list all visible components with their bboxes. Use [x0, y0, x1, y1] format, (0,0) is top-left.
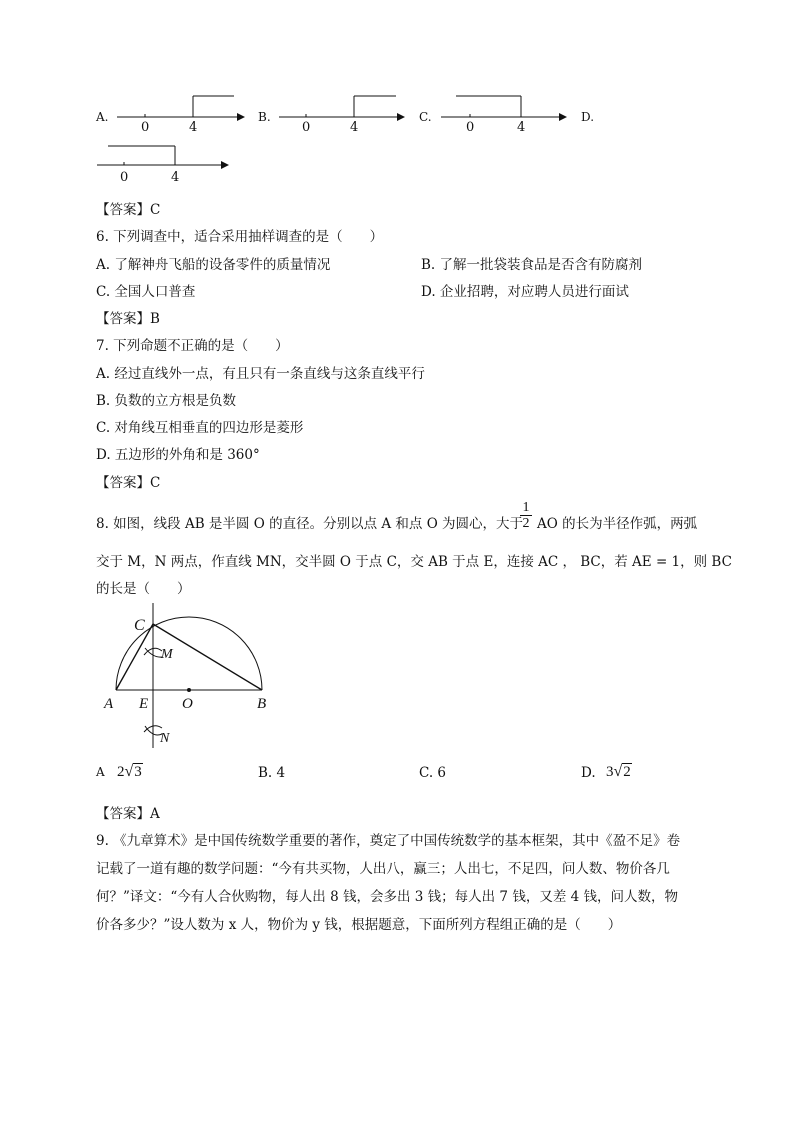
- q7-answer: 【答案】C: [96, 475, 161, 491]
- q6-answer: 【答案】B: [96, 311, 160, 327]
- q5-b-tick-0: 0: [302, 120, 311, 135]
- q8-fraction-denominator: 2: [522, 516, 530, 531]
- q8-a-coefficient: 2: [117, 764, 125, 780]
- q5-number-line-c: [436, 90, 576, 135]
- q8-answer: 【答案】A: [96, 806, 160, 822]
- q8-option-a-value[interactable]: [117, 763, 143, 781]
- q9-line2: 记载了一道有趣的数学问题：“今有共买物，人出八，赢三；人出七，不足四，问人数、物价各几: [96, 861, 670, 877]
- q6-option-a[interactable]: A. 了解神舟飞船的设备零件的质量情况: [96, 257, 331, 273]
- q7-option-d[interactable]: D. 五边形的外角和是 360°: [96, 447, 260, 463]
- sqrt-icon: √: [613, 763, 623, 780]
- q8-stem-part1: 8. 如图，线段 AB 是半圆 O 的直径。分别以点 A 和点 O 为圆心，大于: [96, 516, 524, 532]
- q9-line4: 价各多少？”设人数为 x 人，物价为 y 钱，根据题意，下面所列方程组正确的是（ ）: [96, 917, 622, 933]
- q5-c-tick-4: 4: [517, 120, 526, 135]
- q5-b-tick-4: 4: [350, 120, 359, 135]
- q8-stem-line2: 交于 M，N 两点，作直线 MN，交半圆 O 于点 C，交 AB 于点 E，连接 AC ， BC，若 AE = 1，则 BC: [96, 554, 732, 570]
- q8-option-c[interactable]: C. 6: [419, 765, 447, 781]
- q6-option-c[interactable]: C. 全国人口普查: [96, 284, 196, 300]
- q5-number-line-d: [92, 140, 237, 180]
- label-b: B: [257, 696, 267, 712]
- q8-fraction: [519, 500, 533, 531]
- sqrt-icon: √: [124, 763, 134, 780]
- q9-line1: 9. 《九章算术》是中国传统数学重要的著作，奠定了中国传统数学的基本框架，其中《盈不足》卷: [96, 833, 681, 849]
- q6-stem: 6. 下列调查中，适合采用抽样调查的是（ ）: [96, 229, 384, 245]
- q8-d-coefficient: 3: [606, 764, 614, 780]
- point-o: [187, 688, 191, 692]
- q8-option-d-label[interactable]: D.: [581, 765, 596, 781]
- q5-option-b-label[interactable]: B.: [258, 110, 271, 124]
- q7-option-c[interactable]: C. 对角线互相垂直的四边形是菱形: [96, 420, 304, 436]
- q7-stem: 7. 下列命题不正确的是（ ）: [96, 338, 289, 354]
- q5-a-tick-4: 4: [189, 120, 198, 135]
- q8-stem-line3: 的长是（ ）: [96, 581, 191, 597]
- q5-option-d-label[interactable]: D.: [581, 110, 595, 124]
- q5-option-a-label[interactable]: A.: [96, 110, 109, 124]
- q5-c-tick-0: 0: [466, 120, 475, 135]
- q5-option-c-label[interactable]: C.: [419, 110, 432, 124]
- q8-a-radicand: 3: [134, 764, 142, 780]
- label-c: C: [134, 617, 145, 634]
- q7-option-b[interactable]: B. 负数的立方根是负数: [96, 393, 237, 409]
- q8-fraction-numerator: 1: [522, 500, 530, 515]
- q9-line3: 何？”译文：“今有人合伙购物，每人出 8 钱，会多出 3 钱；每人出 7 钱，又差 4 钱，问人数，物: [96, 889, 678, 905]
- q5-d-tick-0: 0: [120, 170, 129, 185]
- q8-option-a-label[interactable]: A: [96, 765, 105, 779]
- q8-figure: [100, 600, 280, 750]
- q5-number-line-a: [112, 90, 252, 135]
- label-m: M: [161, 647, 173, 662]
- q5-d-tick-4: 4: [171, 170, 180, 185]
- q6-option-b[interactable]: B. 了解一批袋装食品是否含有防腐剂: [421, 257, 643, 273]
- q7-option-a[interactable]: A. 经过直线外一点，有且只有一条直线与这条直线平行: [96, 366, 425, 382]
- label-a: A: [104, 696, 114, 712]
- label-o: O: [182, 696, 193, 712]
- q5-number-line-b: [274, 90, 414, 135]
- q5-answer: 【答案】C: [96, 202, 161, 218]
- q8-d-radicand: 2: [623, 764, 631, 780]
- q8-option-d-value[interactable]: [606, 763, 632, 781]
- q5-a-tick-0: 0: [141, 120, 150, 135]
- q8-stem-part2: AO 的长为半径作弧，两弧: [537, 516, 698, 532]
- label-e: E: [139, 696, 149, 712]
- label-n: N: [160, 731, 170, 746]
- q6-option-d[interactable]: D. 企业招聘，对应聘人员进行面试: [421, 284, 629, 300]
- q8-option-b[interactable]: B. 4: [258, 765, 286, 781]
